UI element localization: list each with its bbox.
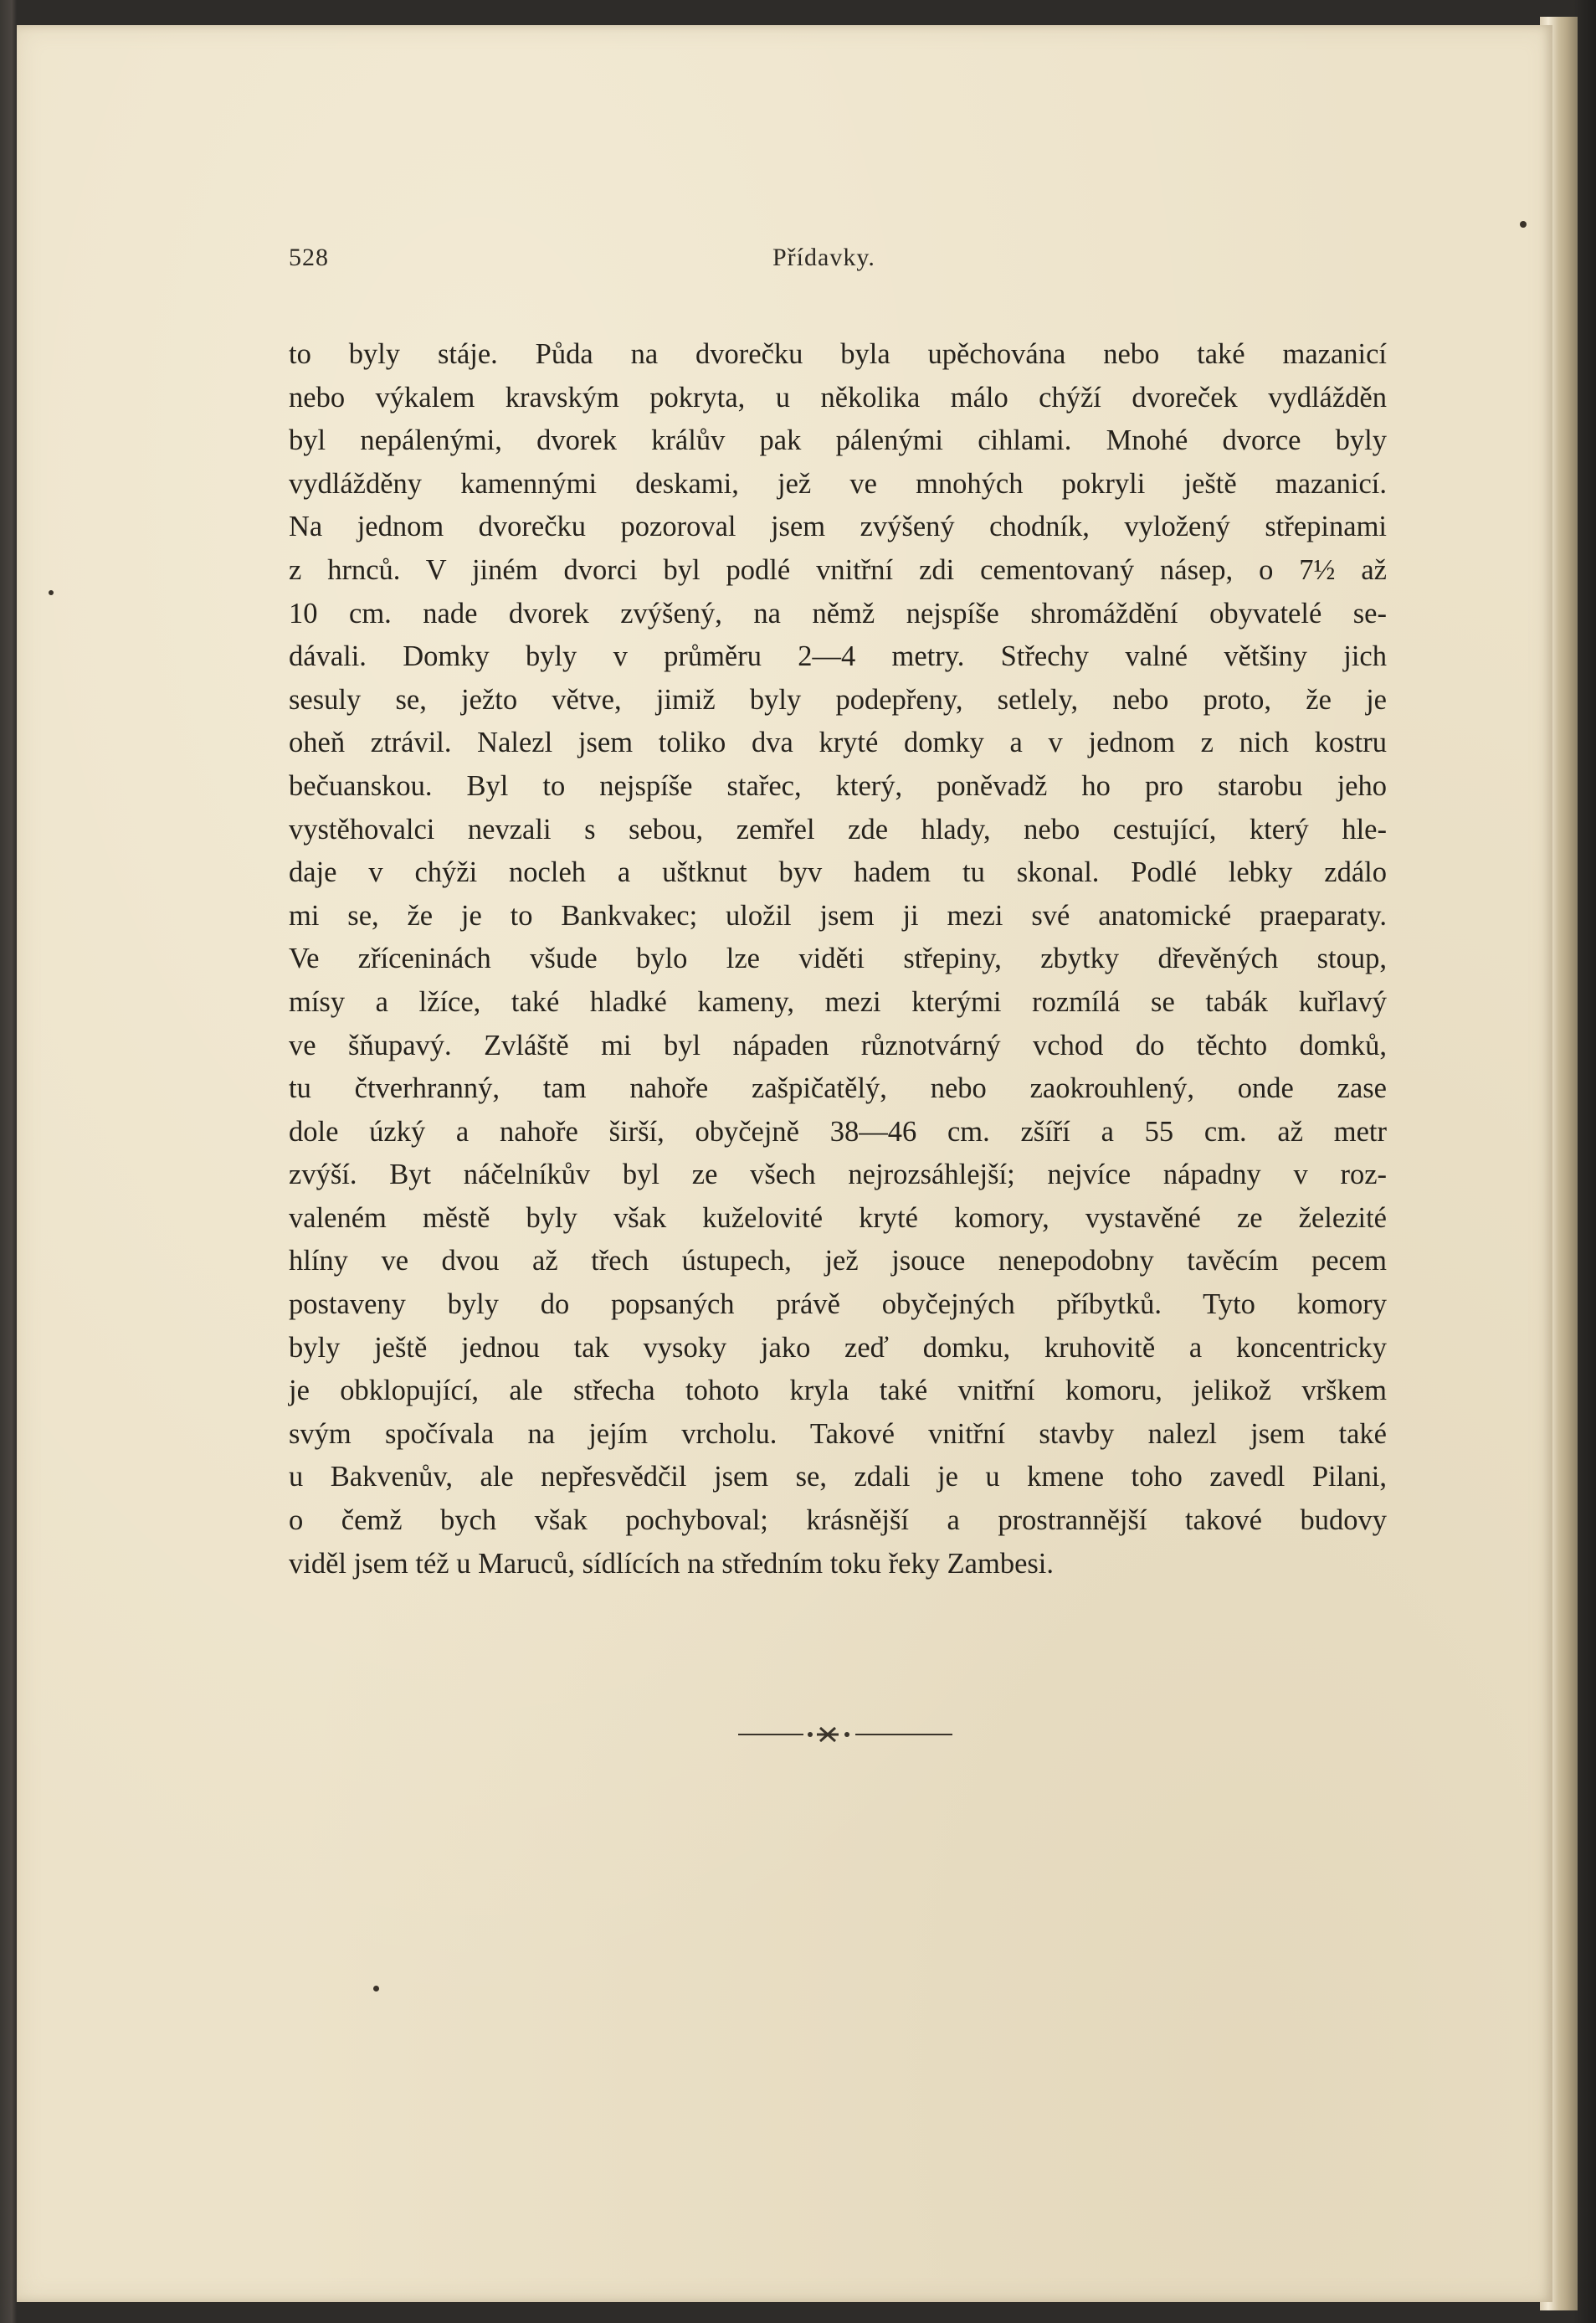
text-line: postaveny byly do popsaných právě obyčejných příbytků. Tyto komory	[289, 1288, 1387, 1321]
text-line: dávali. Domky byly v průměru 2—4 metry. Střechy valné většiny jich	[289, 640, 1387, 673]
text-line: z hrnců. V jiném dvorci byl podlé vnitřní zdi cementovaný násep, o 7½ až	[289, 553, 1387, 586]
text-line: mi se, že je to Bankvakec; uložil jsem ji mezi své anatomické praeparaty.	[289, 899, 1387, 932]
text-line: mísy a lžíce, také hladké kameny, mezi kterými rozmílá se tabák kuřlavý	[289, 985, 1387, 1018]
page-speck	[1520, 221, 1527, 228]
text-line: zvýší. Byt náčelníkův byl ze všech nejrozsáhlejší; nejvíce nápadny v roz-	[289, 1159, 1387, 1191]
text-line: o čemž bych však pochyboval; krásnější a prostrannější takové budovy	[289, 1504, 1387, 1537]
text-line: vystěhovalci nevzali s sebou, zemřel zde hlady, nebo cestující, který hle-	[289, 813, 1387, 845]
text-line: u Bakvenův, ale nepřesvědčil jsem se, zdali je u kmene toho zavedl Pilani,	[289, 1461, 1387, 1493]
text-line: dole úzký a nahoře širší, obyčejně 38—46 cm. zšíří a 55 cm. až metr	[289, 1115, 1387, 1148]
text-line: ve šňupavý. Zvláště mi byl nápaden různotvárný vchod do těchto domků,	[289, 1029, 1387, 1061]
text-line: svým spočívala na jejím vrcholu. Takové vnitřní stavby nalezl jsem také	[289, 1417, 1387, 1450]
page-speck	[373, 1986, 379, 1992]
text-line: sesuly se, ježto větve, jimiž byly podepřeny, setlely, nebo proto, že je	[289, 683, 1387, 716]
text-line: je obklopující, ale střecha tohoto kryla také vnitřní komoru, jelikož vrškem	[289, 1375, 1387, 1407]
text-line: 10 cm. nade dvorek zvýšený, na němž nejspíše shromáždění obyvatelé se-	[289, 597, 1387, 630]
text-line: tu čtverhranný, tam nahoře zašpičatělý, nebo zaokrouhlený, onde zase	[289, 1072, 1387, 1105]
text-line: nebo výkalem kravským pokryta, u několika málo chýží dvoreček vydlážděn	[289, 381, 1387, 414]
text-line: to byly stáje. Půda na dvorečku byla upěchována nebo také mazanicí	[289, 338, 1387, 370]
running-head: Přídavky.	[772, 244, 875, 271]
body-text	[289, 333, 1387, 1585]
text-line: byl nepálenými, dvorek králův pak pálenými cihlami. Mnohé dvorce byly	[289, 424, 1387, 457]
text-line: bečuanskou. Byl to nejspíše stařec, který, poněvadž ho pro starobu jeho	[289, 769, 1387, 802]
text-line: vydlážděny kamennými deskami, jež ve mnohých pokryli ještě mazanicí.	[289, 467, 1387, 500]
page-header	[289, 244, 1402, 277]
text-line: valeném městě byly však kuželovité kryté komory, vystavěné ze železité	[289, 1201, 1387, 1234]
text-line: oheň ztrávil. Nalezl jsem toliko dva kryté domky a v jednom z nich kostru	[289, 727, 1387, 759]
text-line: Ve zříceninách všude bylo lze viděti střepiny, zbytky dřevěných stoup,	[289, 943, 1387, 975]
text-line: byly ještě jednou tak vysoky jako zeď domku, kruhovitě a koncentricky	[289, 1331, 1387, 1364]
text-line: viděl jsem též u Maruců, sídlících na středním toku řeky Zambesi.	[289, 1547, 1055, 1580]
text-line: daje v chýži nocleh a uštknut byv hadem tu skonal. Podlé lebky zdálo	[289, 856, 1387, 889]
text-line: Na jednom dvorečku pozoroval jsem zvýšený chodník, vyložený střepinami	[289, 511, 1387, 543]
text-line: hlíny ve dvou až třech ústupech, jež jsouce nenepodobny tavěcím pecem	[289, 1245, 1387, 1277]
page-number: 528	[289, 244, 329, 271]
page-speck	[49, 590, 54, 595]
section-end-ornament	[736, 1718, 954, 1751]
